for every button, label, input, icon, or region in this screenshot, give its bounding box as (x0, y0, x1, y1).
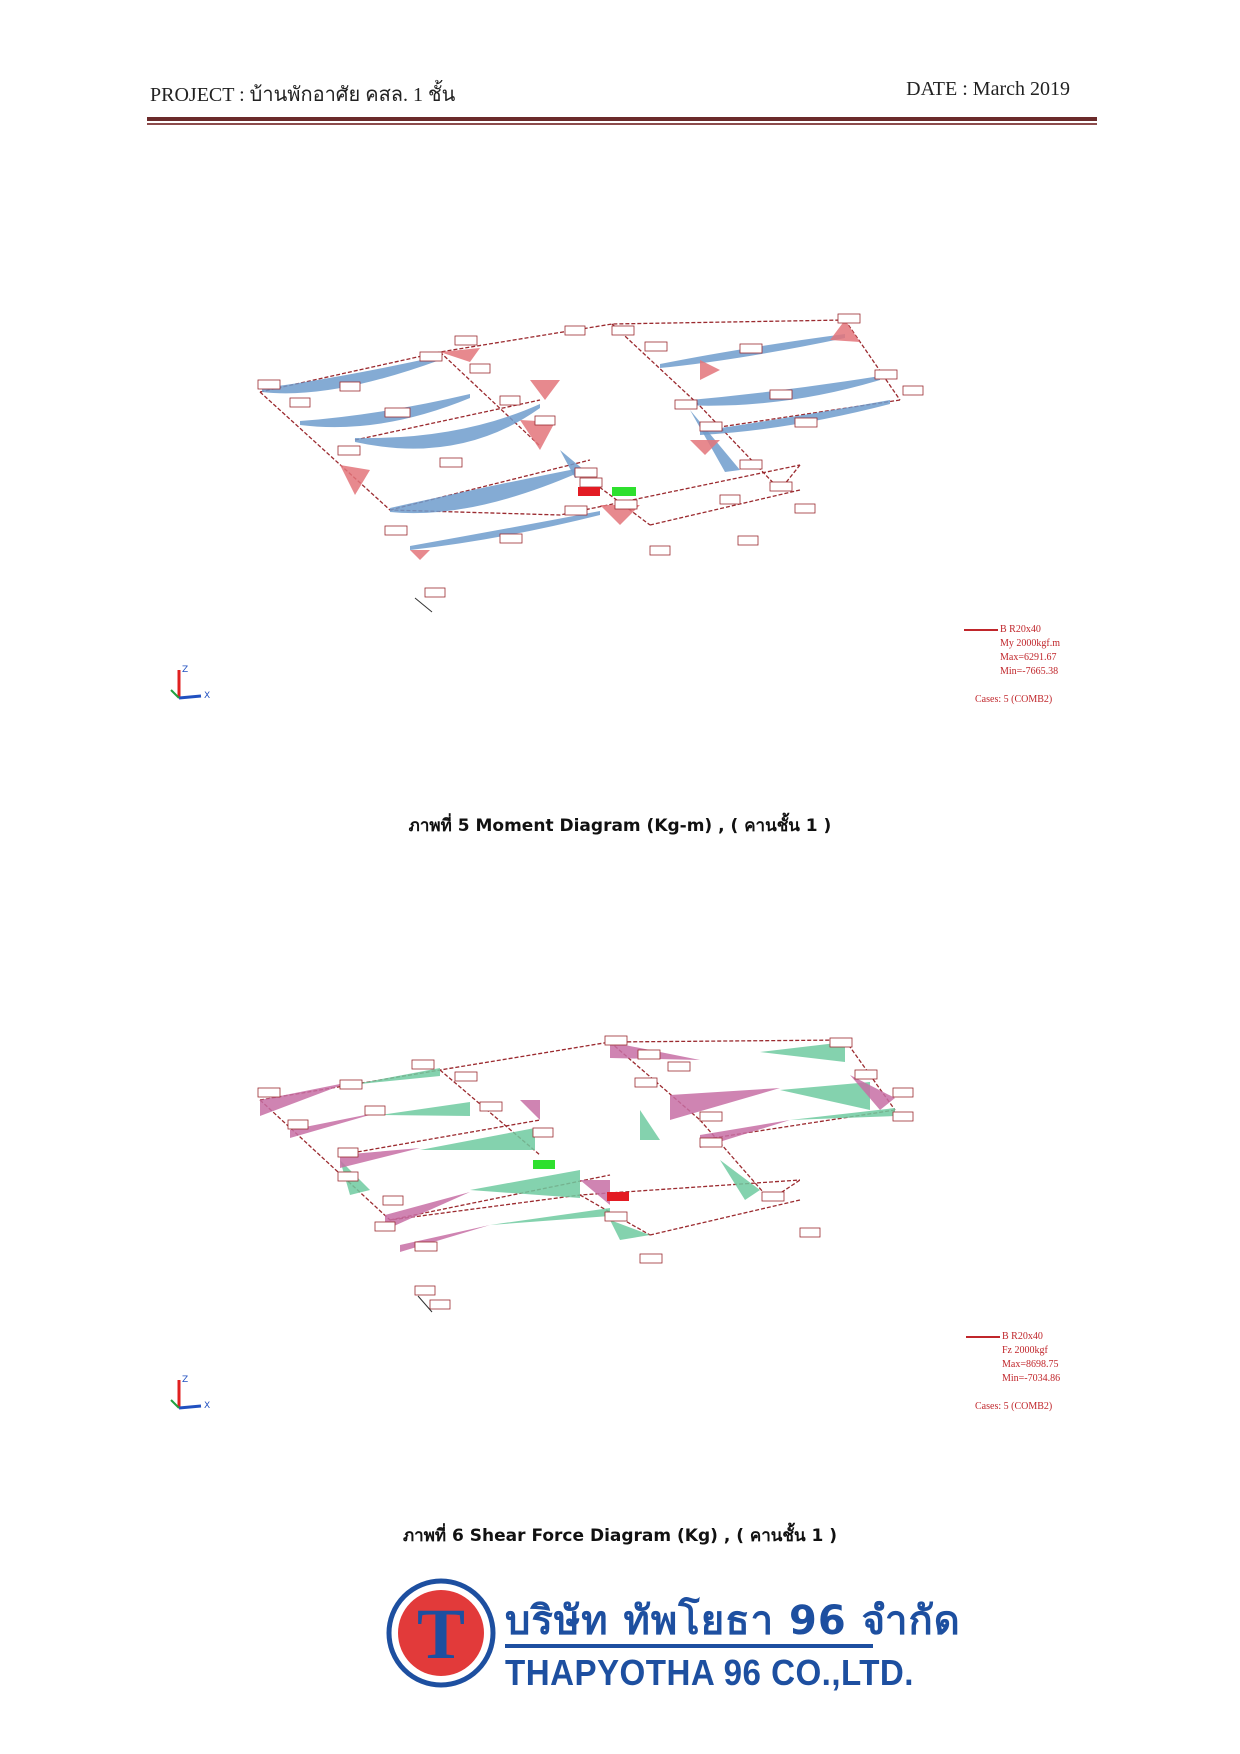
shear-axis-x-label: X (204, 1401, 211, 1411)
moment-legend-min: Min=-7665.38 (1000, 666, 1059, 677)
moment-axis-x-label: X (204, 691, 211, 701)
shear-axis-triad-icon (165, 1370, 225, 1415)
project-label: PROJECT : (150, 84, 245, 106)
shear-value-tags (258, 1036, 913, 1309)
company-logo-letter: T (416, 1594, 466, 1674)
shear-legend (1002, 1330, 1060, 1386)
company-logo-icon (386, 1578, 496, 1688)
moment-value-tags (258, 314, 923, 597)
shear-max-tag (533, 1160, 555, 1169)
header-rule-thin (147, 123, 1097, 125)
moment-legend-section: B R20x40 (1000, 624, 1041, 635)
shear-legend-max: Max=8698.75 (1002, 1359, 1059, 1370)
moment-min-tag (578, 487, 600, 496)
shear-caption: ภาพที่ 6 Shear Force Diagram (Kg) , ( คานชั้น 1 ) (402, 1526, 838, 1546)
moment-legend-line (964, 629, 998, 631)
shear-legend-min: Min=-7034.86 (1002, 1373, 1061, 1384)
shear-legend-line (966, 1336, 1000, 1338)
shear-min-tag (607, 1192, 629, 1201)
moment-caption: ภาพที่ 5 Moment Diagram (Kg-m) , ( คานชั้น 1 ) (408, 816, 832, 836)
date-value: March 2019 (972, 78, 1070, 100)
header-rule-thick (147, 117, 1097, 121)
moment-legend-max: Max=6291.67 (1000, 652, 1057, 663)
moment-column-stub (415, 598, 432, 612)
shear-negative-regions (260, 1042, 895, 1252)
moment-diagram (0, 300, 1240, 630)
date-header (906, 78, 1070, 101)
moment-legend-quantity: My 2000kgf.m (1000, 638, 1060, 649)
company-name-divider (505, 1644, 873, 1648)
company-name-thai: บริษัท ทัพโยธา 96 จำกัด (505, 1598, 961, 1644)
shear-legend-section: B R20x40 (1002, 1331, 1043, 1342)
moment-axis-z-label: Z (182, 665, 189, 675)
project-header (150, 78, 455, 110)
shear-axis-z-label: Z (182, 1375, 189, 1385)
moment-legend-cases: Cases: 5 (COMB2) (975, 694, 1053, 705)
company-name-english: THAPYOTHA 96 CO.,LTD. (505, 1652, 914, 1693)
shear-frame (260, 1040, 895, 1235)
moment-positive-regions (262, 334, 890, 550)
date-label: DATE : (906, 78, 968, 100)
moment-legend (1000, 623, 1060, 679)
shear-legend-quantity: Fz 2000kgf (1002, 1345, 1048, 1356)
project-name: บ้านพักอาศัย คสล. 1 ชั้น (249, 84, 456, 106)
moment-max-tag (612, 487, 636, 496)
moment-axis-triad-icon (165, 660, 225, 705)
shear-legend-cases: Cases: 5 (COMB2) (975, 1401, 1053, 1412)
shear-diagram (0, 1020, 1240, 1340)
